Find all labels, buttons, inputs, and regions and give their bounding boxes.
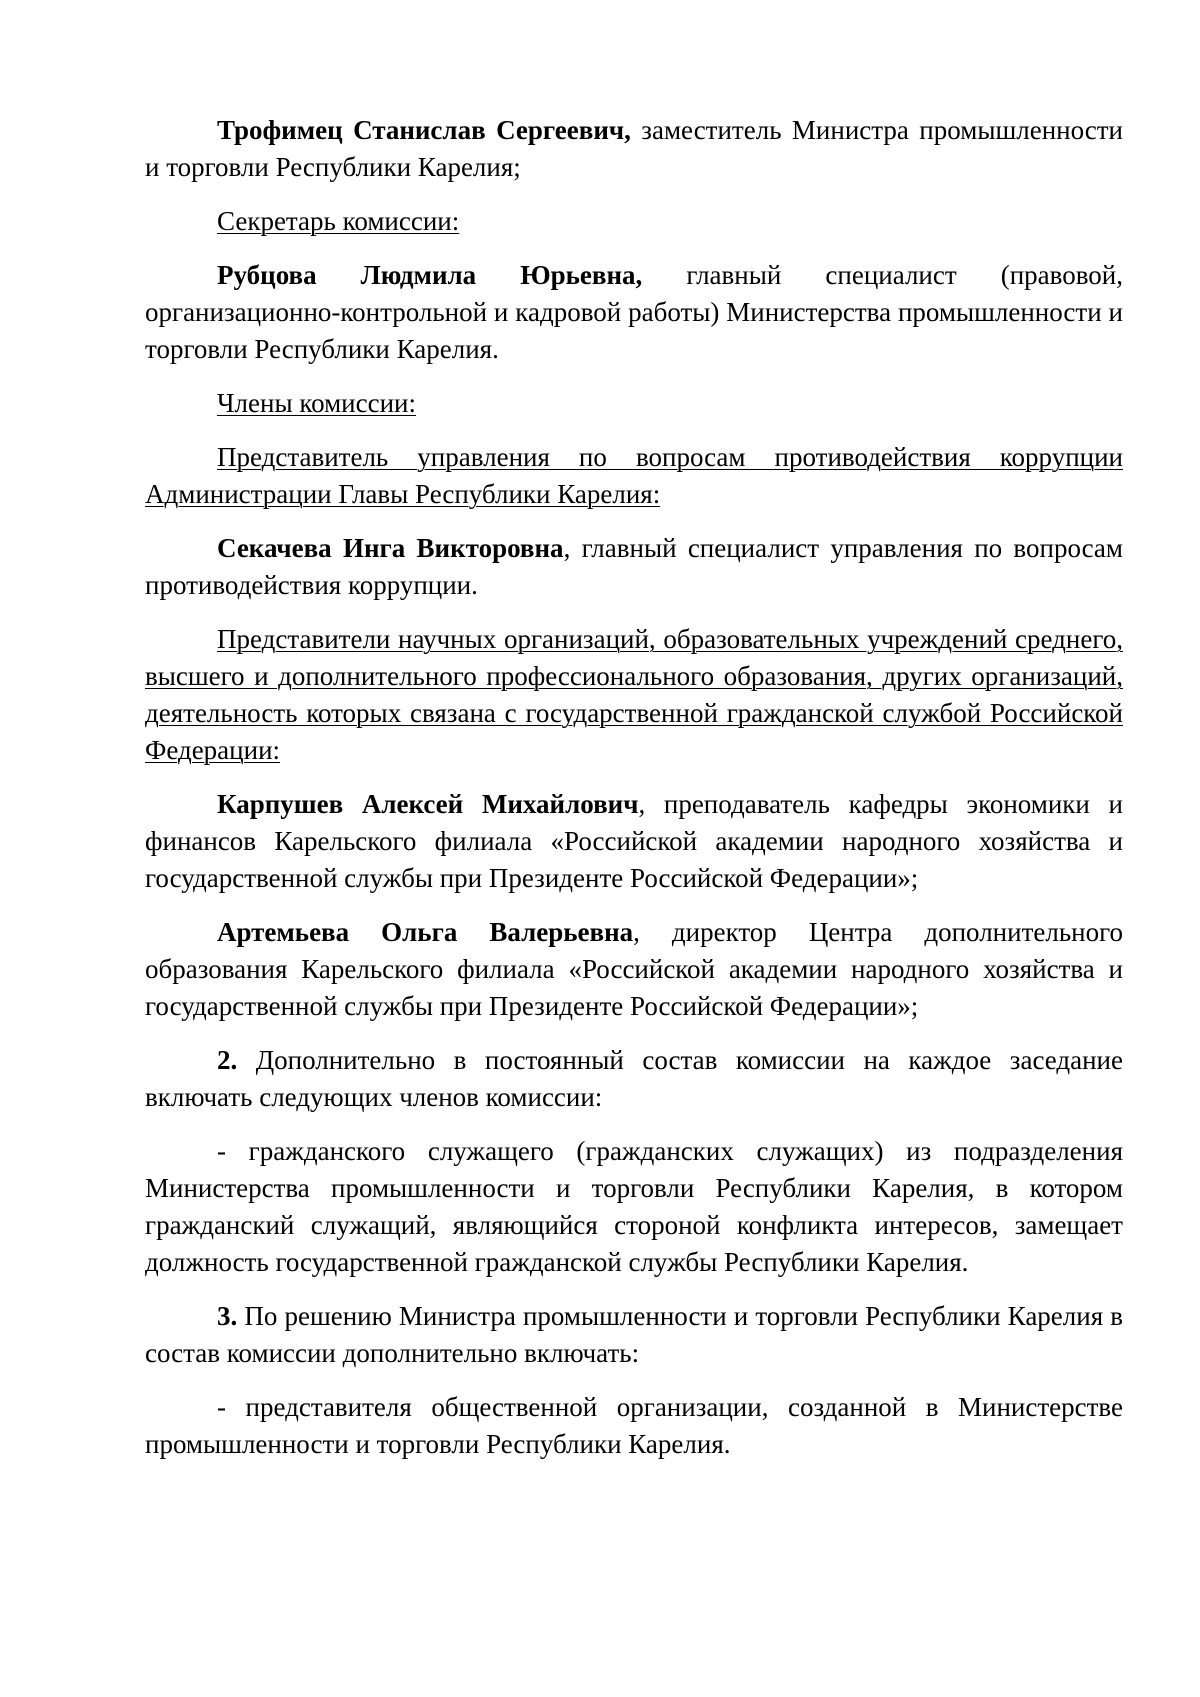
rep-orgs-heading-text: Представители научных организаций, образовательных учреждений среднего, высшего и дополнительного профессионального образования, других организаций, деятельность которых связана с государственной гражданской службой Российской Федерации: xyxy=(145,624,1123,765)
paragraph-item-3-bullet xyxy=(145,1389,1123,1463)
rep-orgs-heading xyxy=(145,621,1123,769)
item-number: 3. xyxy=(217,1301,238,1331)
person-name: Рубцова Людмила Юрьевна, xyxy=(217,260,643,290)
person-position: заместитель Министра промышленности и торговли Республики Карелия; xyxy=(145,115,1124,182)
members-heading xyxy=(145,385,1123,422)
secretary-heading xyxy=(145,203,1123,240)
document-body xyxy=(145,112,1123,1463)
person-name: Карпушев Алексей Михайлович xyxy=(217,789,639,819)
person-name: Трофимец Станислав Сергеевич, xyxy=(217,115,631,145)
secretary-heading-text: Секретарь комиссии: xyxy=(217,206,460,236)
paragraph-rubtsova xyxy=(145,257,1123,368)
person-name: Артемьева Ольга Валерьевна xyxy=(217,917,634,947)
members-heading-text: Члены комиссии: xyxy=(217,388,416,418)
paragraph-karpushev xyxy=(145,786,1123,897)
paragraph-item-3 xyxy=(145,1298,1123,1372)
item-text: Дополнительно в постоянный состав комиссии на каждое заседание включать следующих членов комиссии: xyxy=(145,1045,1123,1112)
person-position: , директор Центра дополнительного образования Карельского филиала «Российской академии народного хозяйства и государственной службы при Президенте Российской Федерации»; xyxy=(145,917,1123,1021)
bullet-text: - гражданского служащего (гражданских служащих) из подразделения Министерства промышленности и торговли Республики Карелия, в котором гражданский служащий, являющийся стороной конфликта интересов, замещает должность государственной гражданской службы Республики Карелия. xyxy=(145,1136,1123,1277)
person-position: главный специалист (правовой, организационно-контрольной и кадровой работы) Министерства промышленности и торговли Республики Карелия. xyxy=(145,260,1123,364)
paragraph-item-2 xyxy=(145,1042,1123,1116)
person-name: Секачева Инга Викторовна xyxy=(217,533,564,563)
item-number: 2. xyxy=(217,1045,238,1075)
paragraph-item-2-bullet xyxy=(145,1133,1123,1281)
rep-anticorruption-heading-text: Представитель управления по вопросам противодействия коррупции Администрации Главы Республики Карелия: xyxy=(145,442,1123,509)
paragraph-artemyeva xyxy=(145,914,1123,1025)
bullet-text: - представителя общественной организации, созданной в Министерстве промышленности и торговли Республики Карелия. xyxy=(145,1392,1123,1459)
rep-anticorruption-heading xyxy=(145,439,1123,513)
item-text: По решению Министра промышленности и торговли Республики Карелия в состав комиссии дополнительно включать: xyxy=(145,1301,1123,1368)
person-position: , главный специалист управления по вопросам противодействия коррупции. xyxy=(145,533,1124,600)
person-position: , преподаватель кафедры экономики и финансов Карельского филиала «Российской академии народного хозяйства и государственной службы при Президенте Российской Федерации»; xyxy=(145,789,1123,893)
paragraph-sekacheva xyxy=(145,530,1123,604)
paragraph-trofimets xyxy=(145,112,1123,186)
